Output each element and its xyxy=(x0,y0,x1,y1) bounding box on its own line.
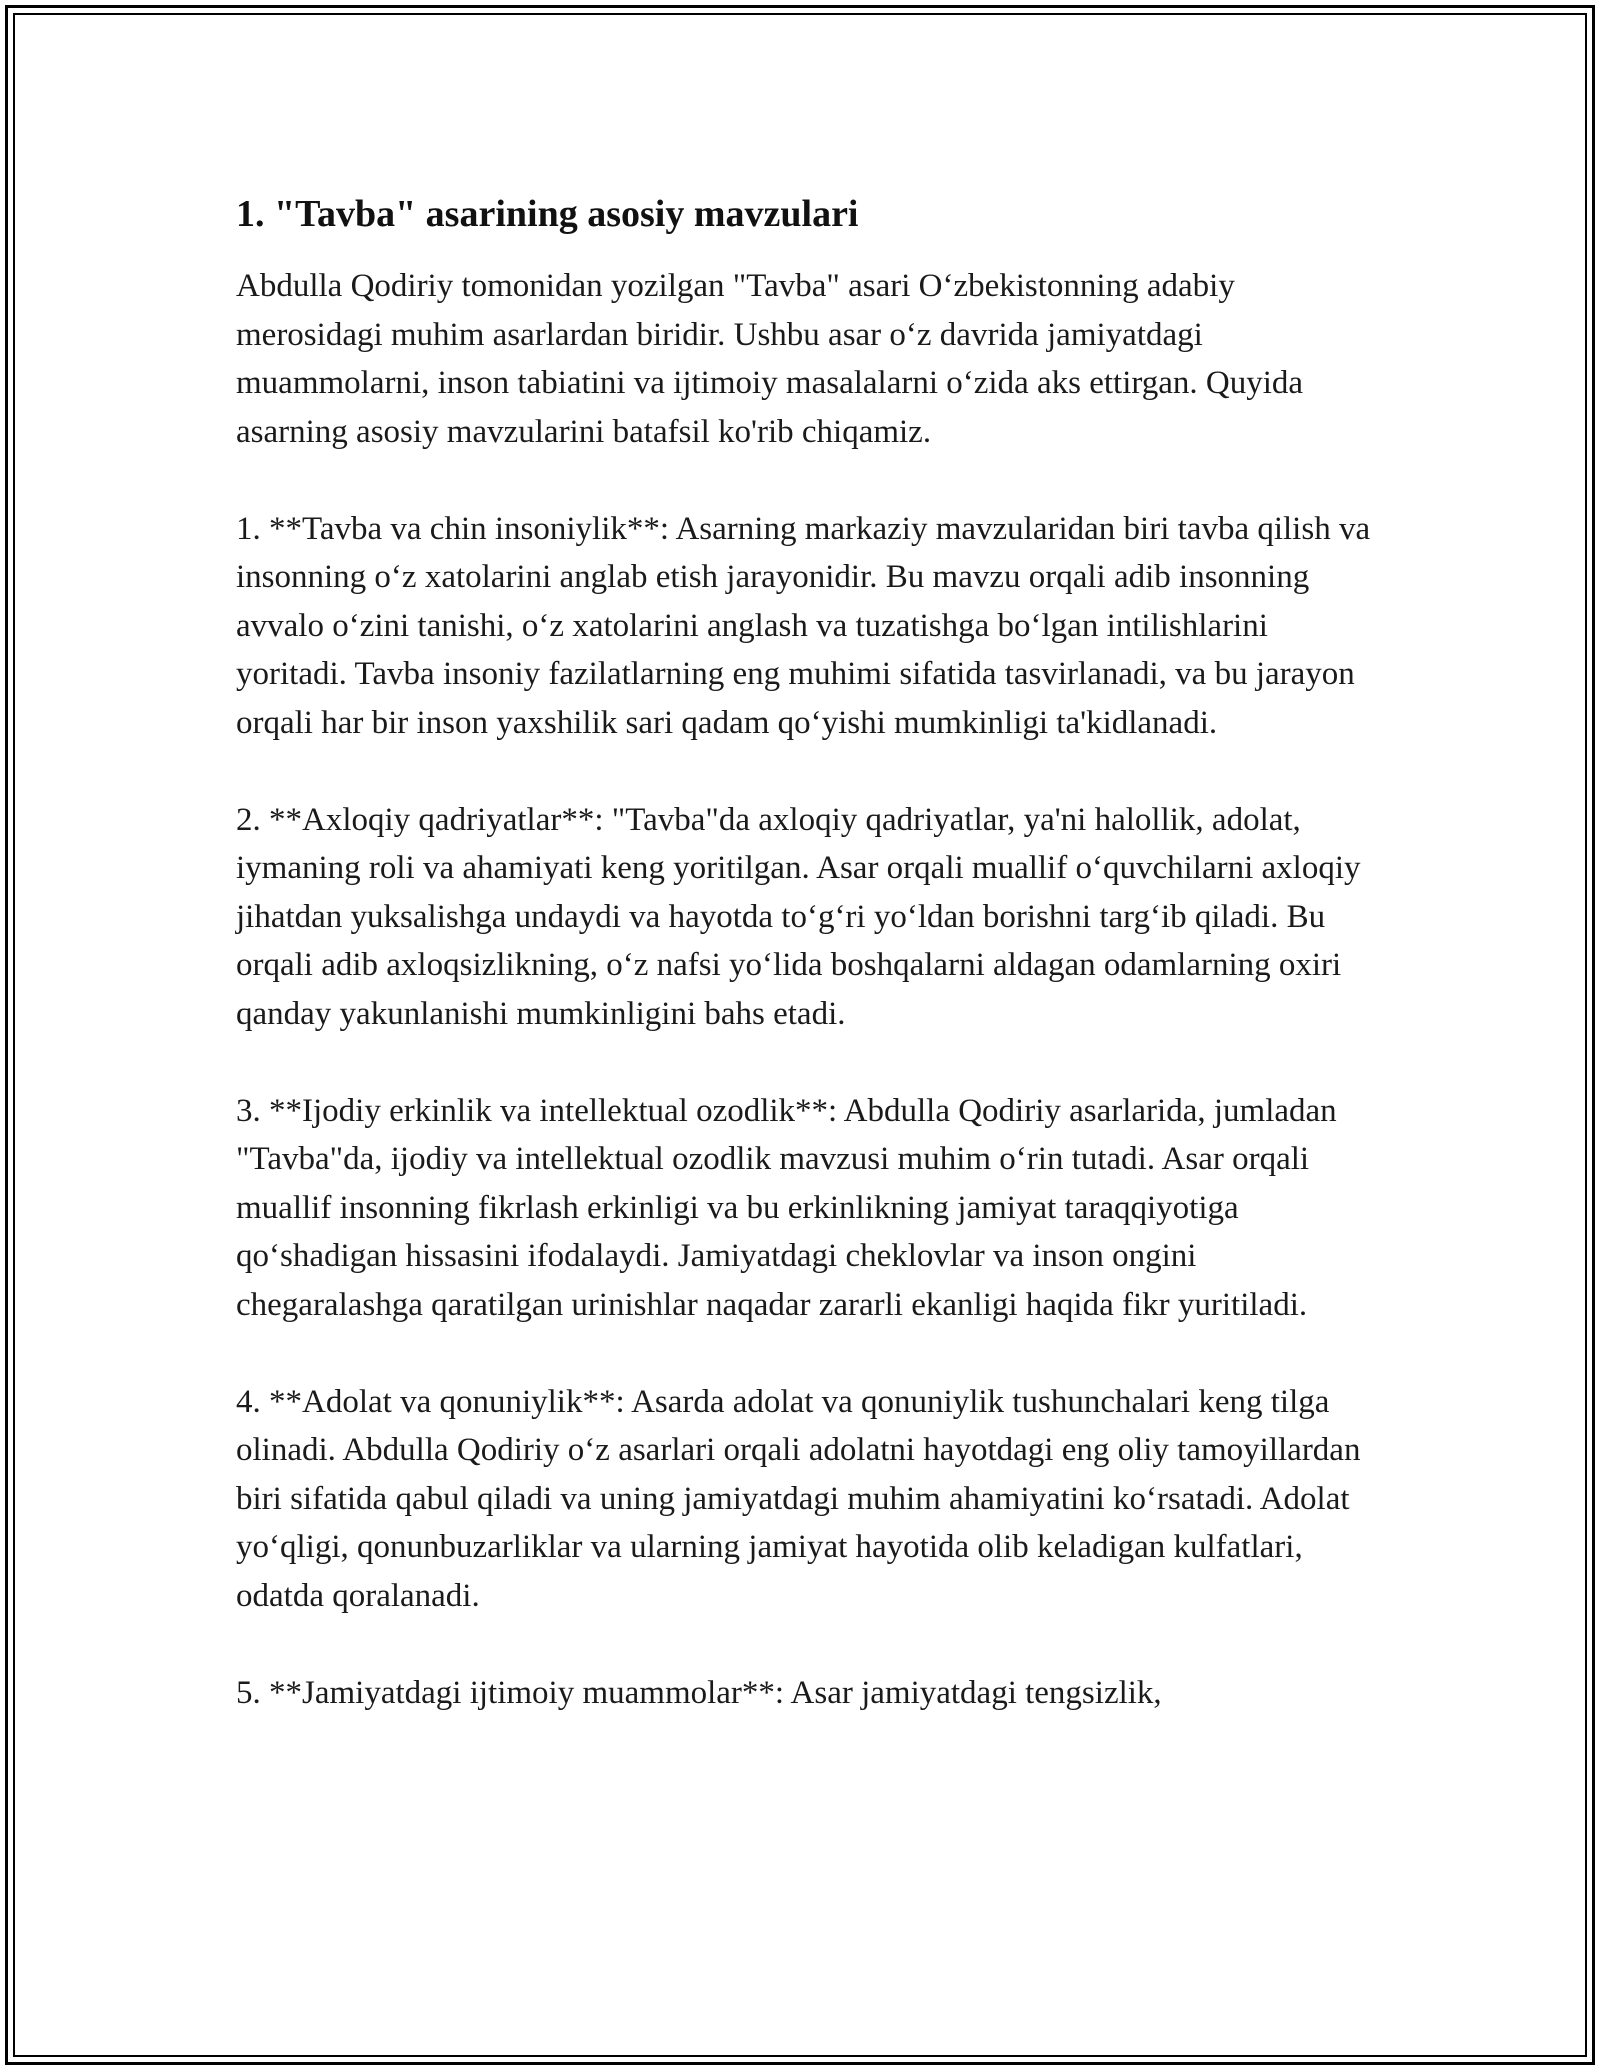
paragraph-item-2: 2. **Axloqiy qadriyatlar**: "Tavba"da axloqiy qadriyatlar, ya'ni halollik, adolat, iymaning roli va ahamiyati keng yoritilgan. Asar orqali muallif o‘quvchilarni axloqiy jihatdan yuksalishga undaydi va hayotda to‘g‘ri yo‘ldan borishni targ‘ib qiladi. Bu orqali adib axloqsizlikning, o‘z nafsi yo‘lida boshqalarni aldagan odamlarning oxiri qanday yakunlanishi mumkinligini bahs etadi. xyxy=(236,801,1361,1032)
paragraph-item-4: 4. **Adolat va qonuniylik**: Asarda adolat va qonuniylik tushunchalari keng tilga olinadi. Abdulla Qodiriy o‘z asarlari orqali adolatni hayotdagi eng oliy tamoyillardan biri sifatida qabul qiladi va uning jamiyatdagi muhim ahamiyatini ko‘rsatadi. Adolat yo‘qligi, qonunbuzarliklar va ularning jamiyat hayotida olib keladigan kulfatlari, odatda qoralanadi. xyxy=(236,1383,1361,1614)
section-heading: 1. "Tavba" asarining asosiy mavzulari xyxy=(236,193,859,235)
intro-paragraph: Abdulla Qodiriy tomonidan yozilgan "Tavba" asari O‘zbekistonning adabiy merosidagi muhim asarlardan biridir. Ushbu asar o‘z davrida jamiyatdagi muammolarni, inson tabiatini va ijtimoiy masalalarni o‘zida aks ettirgan. Quyida asarning asosiy mavzularini batafsil ko'rib chiqamiz. xyxy=(236,268,1304,450)
document-body xyxy=(236,180,1386,1717)
paragraph-item-3: 3. **Ijodiy erkinlik va intellektual ozodlik**: Abdulla Qodiriy asarlarida, jumladan "Tavba"da, ijodiy va intellektual ozodlik mavzusi muhim o‘rin tutadi. Asar orqali muallif insonning fikrlash erkinligi va bu erkinlikning jamiyat taraqqiyotiga qo‘shadigan hissasini ifodalaydi. Jamiyatdagi cheklovlar va inson ongini chegaralashga qaratilgan urinishlar naqadar zararli ekanligi haqida fikr yuritiladi. xyxy=(236,1092,1337,1323)
paragraph-item-1: 1. **Tavba va chin insoniylik**: Asarning markaziy mavzularidan biri tavba qilish va insonning o‘z xatolarini anglab etish jarayonidir. Bu mavzu orqali adib insonning avvalo o‘zini tanishi, o‘z xatolarini anglash va tuzatishga bo‘lgan intilishlarini yoritadi. Tavba insoniy fazilatlarning eng muhimi sifatida tasvirlanadi, va bu jarayon orqali har bir inson yaxshilik sari qadam qo‘yishi mumkinligi ta'kidlanadi. xyxy=(236,510,1371,741)
paragraph-item-5: 5. **Jamiyatdagi ijtimoiy muammolar**: Asar jamiyatdagi tengsizlik, xyxy=(236,1674,1162,1711)
